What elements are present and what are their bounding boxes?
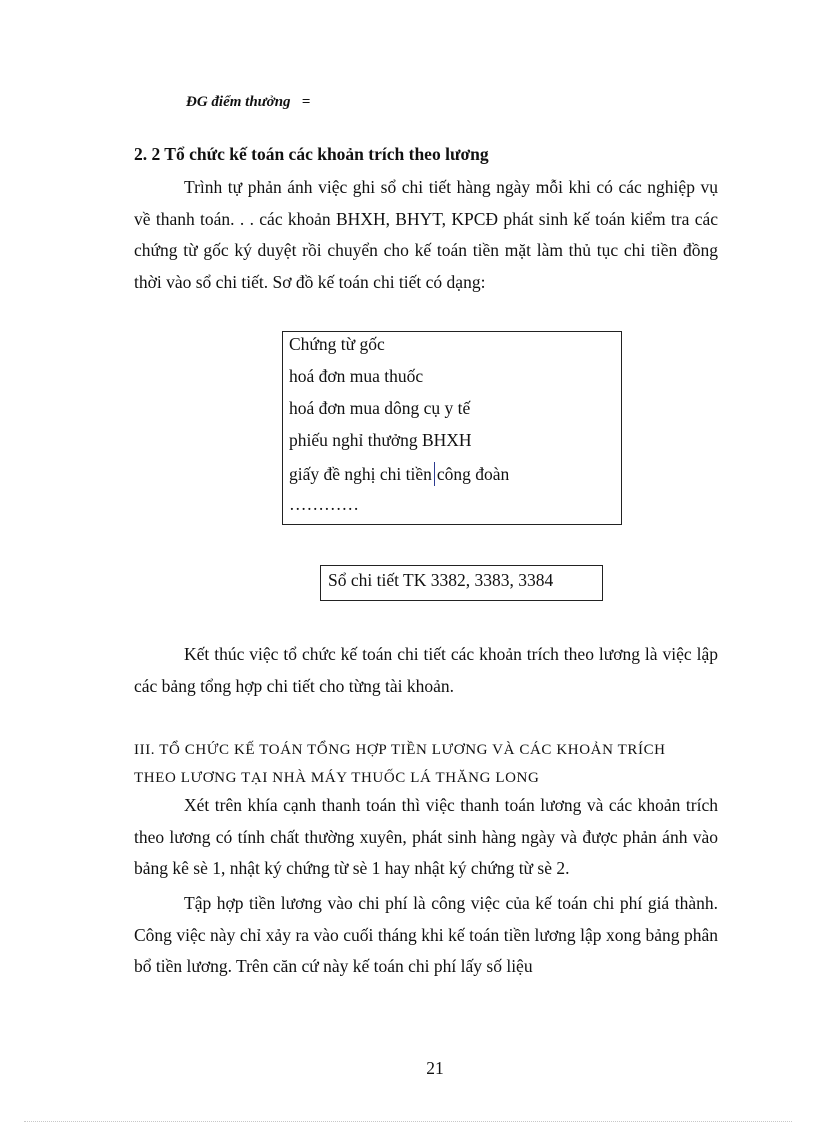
paragraph-4-text: Tập hợp tiền lương vào chi phí là công việc của kế toán chi phí giá thành. Công việc này chỉ xảy ra vào cuối tháng khi kế toán tiền lương lập xong bảng phân bổ tiền lương. Trên căn cứ này kế toán chi phí lấy số liệu <box>134 893 718 976</box>
ledger-box-label: Sổ chi tiết TK 3382, 3383, 3384 <box>328 570 554 590</box>
section-heading: 2. 2 Tổ chức kế toán các khoản trích theo lương <box>134 144 489 164</box>
section-3-title <box>134 736 718 792</box>
box-line-1: Chứng từ gốc <box>289 334 385 354</box>
page-number: 21 <box>426 1058 444 1078</box>
section-3-title-line-2: THEO LƯƠNG TẠI NHÀ MÁY THUỐC LÁ THĂNG LONG <box>134 770 540 786</box>
paragraph-1-text: Trình tự phản ánh việc ghi sổ chi tiết hàng ngày mỗi khi có các nghiệp vụ về thanh toán. . . các khoản BHXH, BHYT, KPCĐ phát sinh kế toán kiểm tra các chứng từ gốc ký duyệt rồi chuyển cho kế toán tiền mặt làm thủ tục chi tiền đồng thời vào sổ chi tiết. Sơ đồ kế toán chi tiết có dạng: <box>134 177 718 292</box>
box-line-3: hoá đơn mua dông cụ y tế <box>289 398 471 418</box>
formula-line: ĐG điểm thưởng = <box>186 94 311 110</box>
box-line-6: ………… <box>289 494 359 514</box>
paragraph-2-text: Kết thúc việc tổ chức kế toán chi tiết các khoản trích theo lương là việc lập các bảng tổng hợp chi tiết cho từng tài khoản. <box>134 644 718 696</box>
paragraph-4 <box>134 888 718 983</box>
paragraph-1 <box>134 172 718 298</box>
box-line-2: hoá đơn mua thuốc <box>289 366 424 386</box>
paragraph-3-text: Xét trên khía cạnh thanh toán thì việc thanh toán lương và các khoản trích theo lương có tính chất thường xuyên, phát sinh hàng ngày và được phản ánh vào bảng kê sè 1, nhật ký chứng từ sè 1 hay nhật ký chứng từ sè 2. <box>134 795 718 878</box>
source-documents-box <box>282 331 622 525</box>
box-line-5-tail: công đoàn <box>436 464 510 484</box>
box-line-5 <box>289 462 509 486</box>
paragraph-3 <box>134 790 718 885</box>
paragraph-2 <box>134 639 718 702</box>
ledger-box <box>320 565 603 601</box>
section-3-title-line-1: III. TỔ CHỨC KẾ TOÁN TỔNG HỢP TIỀN LƯƠNG VÀ CÁC KHOẢN TRÍCH <box>134 742 666 758</box>
page-bottom-divider <box>24 1121 792 1122</box>
text-cursor <box>434 462 435 486</box>
box-line-5-text: giấy đề nghị chi tiền <box>289 464 432 484</box>
box-line-4: phiếu nghỉ thưởng BHXH <box>289 430 472 450</box>
